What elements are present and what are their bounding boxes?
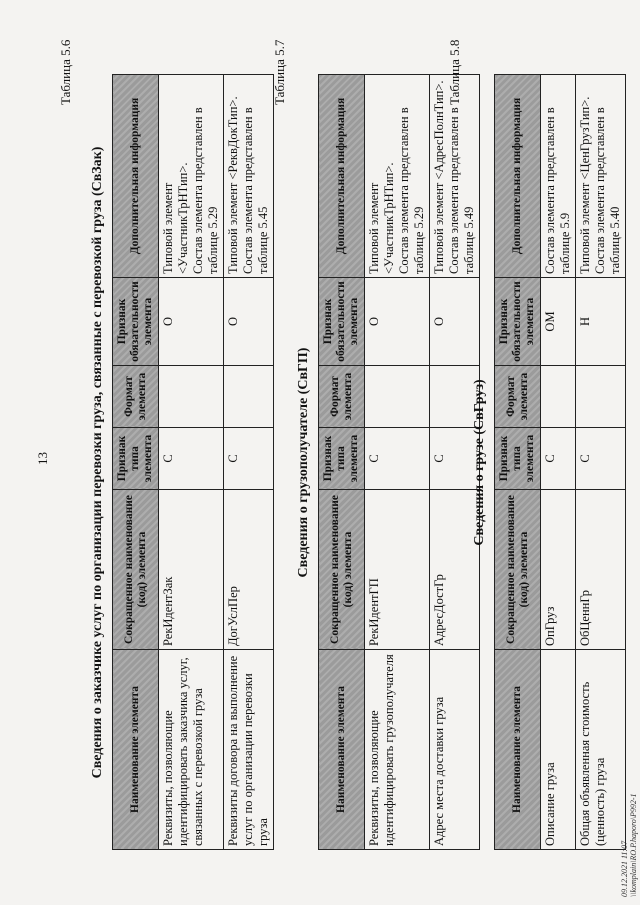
info-line: Состав элемента представлен в таблице 5.29 <box>191 107 220 274</box>
cell-code: ОпГруз <box>541 490 576 650</box>
cell-name: Реквизиты договора на выполнение услуг по организации перевозки груза <box>224 650 274 850</box>
cell-info <box>365 75 430 278</box>
col-header-info: Дополнительная информация <box>319 75 365 278</box>
table-5-7-label: Таблица 5.7 <box>272 39 287 105</box>
col-header-req: Признак обязательности элемента <box>495 278 541 366</box>
cell-info <box>159 75 224 278</box>
cell-req: Н <box>576 278 626 366</box>
col-header-type: Признак типа элемента <box>319 428 365 490</box>
footer-timestamp: 09.12.2021 11:07 <box>620 840 629 897</box>
col-header-code: Сокращенное наименование (код) элемента <box>113 490 159 650</box>
info-line: Типовой элемент <ЦенГрузТип>. <box>578 96 592 274</box>
cell-req: О <box>159 278 224 366</box>
footer-path: \\komplain\RO.P.haporo\Р992-1 <box>629 793 638 897</box>
footer <box>620 793 638 897</box>
cell-name: Общая объявленная стоимость (ценность) груза <box>576 650 626 850</box>
col-header-info: Дополнительная информация <box>113 75 159 278</box>
col-header-name: Наименование элемента <box>495 650 541 850</box>
col-header-req: Признак обязательности элемента <box>113 278 159 366</box>
table-5-6-label: Таблица 5.6 <box>58 39 73 105</box>
col-header-code: Сокращенное наименование (код) элемента <box>319 490 365 650</box>
cell-format <box>365 366 430 428</box>
table-row <box>159 75 224 850</box>
cell-format <box>541 366 576 428</box>
cell-type: С <box>224 428 274 490</box>
cell-req: О <box>224 278 274 366</box>
table-5-6-title: Сведения о заказчике услуг по организации перевозки груза, связанные с перевозкой груза (СвЗак) <box>90 146 105 779</box>
cell-info <box>576 75 626 278</box>
col-header-name: Наименование элемента <box>319 650 365 850</box>
page-number: 13 <box>35 452 50 465</box>
col-header-type: Признак типа элемента <box>113 428 159 490</box>
table-5-8-label: Таблица 5.8 <box>447 39 462 105</box>
cell-info <box>541 75 576 278</box>
col-header-req: Признак обязательности элемента <box>319 278 365 366</box>
info-line: Типовой элемент <УчастникТрНТип>. <box>161 162 190 274</box>
cell-format <box>224 366 274 428</box>
cell-format <box>576 366 626 428</box>
col-header-name: Наименование элемента <box>113 650 159 850</box>
col-header-info: Дополнительная информация <box>495 75 541 278</box>
cell-code: РекИдентГП <box>365 490 430 650</box>
table-5-7 <box>318 74 480 850</box>
info-line: Состав элемента представлен в таблице 5.40 <box>593 107 622 274</box>
cell-type: С <box>365 428 430 490</box>
col-header-format: Формат элемента <box>113 366 159 428</box>
cell-code: ОбЦеннГр <box>576 490 626 650</box>
cell-type: С <box>159 428 224 490</box>
table-row <box>224 75 274 850</box>
cell-code: РекИдентЗак <box>159 490 224 650</box>
cell-format <box>159 366 224 428</box>
cell-code: АдресДостГр <box>430 490 480 650</box>
info-line: Состав элемента представлен в таблице 5.49 <box>447 107 476 274</box>
cell-type: С <box>576 428 626 490</box>
col-header-format: Формат элемента <box>495 366 541 428</box>
table-5-8-title: Сведения о грузе (СвГруз) <box>472 379 487 546</box>
col-header-code: Сокращенное наименование (код) элемента <box>495 490 541 650</box>
col-header-type: Признак типа элемента <box>495 428 541 490</box>
cell-info <box>224 75 274 278</box>
table-5-7-title: Сведения о грузополучателе (СвГП) <box>296 347 311 578</box>
cell-code: ДогУслПер <box>224 490 274 650</box>
info-line: Состав элемента представлен в таблице 5.9 <box>543 107 572 274</box>
cell-name: Адрес места доставки груза <box>430 650 480 850</box>
table-5-6 <box>112 74 274 850</box>
info-line: Типовой элемент <РеквДокТип>. <box>226 96 240 274</box>
cell-req: О <box>430 278 480 366</box>
cell-name: Реквизиты, позволяющие идентифицировать заказчика услуг, связанных с перевозкой груза <box>159 650 224 850</box>
info-line: Типовой элемент <УчастникТрНТип>. <box>367 162 396 274</box>
cell-type: С <box>541 428 576 490</box>
table-row <box>541 75 576 850</box>
cell-req: ОМ <box>541 278 576 366</box>
cell-name: Описание груза <box>541 650 576 850</box>
cell-req: О <box>365 278 430 366</box>
info-line: Состав элемента представлен в таблице 5.29 <box>397 107 426 274</box>
info-line: Типовой элемент <АдресПолнТип>. <box>432 80 446 274</box>
table-row <box>365 75 430 850</box>
cell-name: Реквизиты, позволяющие идентифицировать грузополучателя <box>365 650 430 850</box>
table-5-8 <box>494 74 626 850</box>
table-row <box>576 75 626 850</box>
cell-type: С <box>430 428 480 490</box>
col-header-format: Формат элемента <box>319 366 365 428</box>
info-line: Состав элемента представлен в таблице 5.45 <box>241 107 270 274</box>
